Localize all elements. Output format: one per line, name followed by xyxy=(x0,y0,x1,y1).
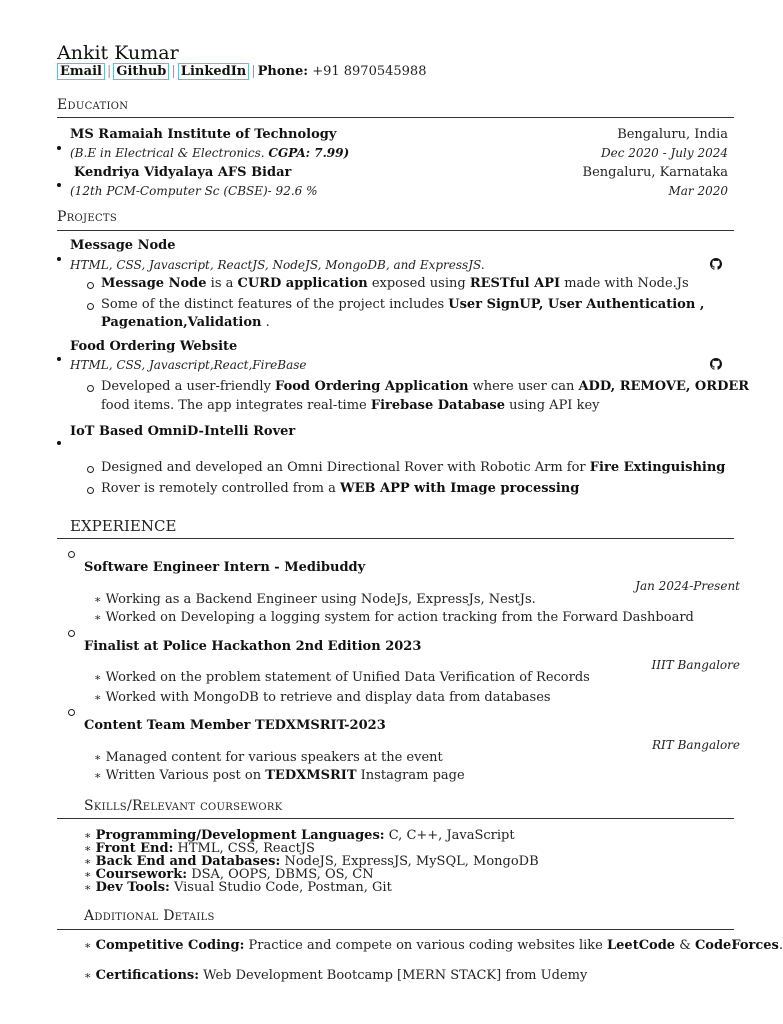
skills-rule xyxy=(57,818,734,819)
edu-dates-1: Dec 2020 - July 2024 xyxy=(601,146,728,160)
sub-bullet-icon xyxy=(68,630,75,637)
additional-row-1: ∗ Competitive Coding: Practice and compete on various coding websites like LeetCode & CodeForces. xyxy=(84,938,783,953)
sub-bullet-icon xyxy=(68,551,75,558)
exp-role-2: Finalist at Police Hackathon 2nd Edition 2023 xyxy=(84,639,422,654)
project-title-1: Message Node xyxy=(70,238,176,253)
github-icon[interactable] xyxy=(710,358,722,370)
skill-row-4: ∗ Coursework: DSA, OOPS, DBMS, OS, CN xyxy=(84,867,374,882)
additional-heading: Additional Details xyxy=(84,908,215,924)
additional-rule xyxy=(57,929,734,930)
skill-row-1: ∗ Programming/Development Languages: C, C++, JavaScript xyxy=(84,828,515,843)
projects-rule xyxy=(57,230,734,231)
skill-row-5: ∗ Dev Tools: Visual Studio Code, Postman, Git xyxy=(84,880,392,895)
additional-row-2: ∗ Certifications: Web Development Bootcamp [MERN STACK] from Udemy xyxy=(84,968,588,983)
sub-bullet-icon xyxy=(87,487,94,494)
project-title-3: IoT Based OmniD-Intelli Rover xyxy=(70,424,296,439)
project-title-2: Food Ordering Website xyxy=(70,339,238,354)
bullet-icon xyxy=(57,183,61,187)
project-1-bullet-2a: Some of the distinct features of the project includes User SignUP, User Authentication , xyxy=(101,297,705,312)
github-link[interactable]: Github xyxy=(113,63,169,80)
project-3-bullet-2: Rover is remotely controlled from a WEB APP with Image processing xyxy=(101,481,580,496)
exp-2-bullet-2: ∗ Worked with MongoDB to retrieve and display data from databases xyxy=(94,690,551,705)
exp-3-bullet-2: ∗ Written Various post on TEDXMSRIT Instagram page xyxy=(94,768,465,783)
phone-number: +91 8970545988 xyxy=(312,64,427,79)
exp-meta-1: Jan 2024-Present xyxy=(635,579,740,593)
exp-role-3: Content Team Member TEDXMSRIT-2023 xyxy=(84,718,386,733)
bullet-icon xyxy=(57,146,61,150)
exp-meta-3: RIT Bangalore xyxy=(651,738,740,752)
edu-detail-2: (12th PCM-Computer Sc (CBSE)- 92.6 % xyxy=(70,184,318,198)
github-icon[interactable] xyxy=(710,258,722,270)
exp-2-bullet-1: ∗ Worked on the problem statement of Unified Data Verification of Records xyxy=(94,670,590,685)
education-rule xyxy=(57,117,734,118)
edu-dates-2: Mar 2020 xyxy=(668,184,728,198)
sub-bullet-icon xyxy=(87,282,94,289)
bullet-icon xyxy=(57,441,61,445)
skills-heading: Skills/Relevant coursework xyxy=(84,798,283,814)
project-2-bullet-1b: food items. The app integrates real-time Firebase Database using API key xyxy=(101,398,600,413)
exp-meta-2: IIIT Bangalore xyxy=(651,658,740,672)
project-3-bullet-1: Designed and developed an Omni Directional Rover with Robotic Arm for Fire Extinguishing xyxy=(101,460,726,475)
edu-school-2: Kendriya Vidyalaya AFS Bidar xyxy=(74,165,292,180)
edu-school-1: MS Ramaiah Institute of Technology xyxy=(70,127,337,142)
email-link[interactable]: Email xyxy=(57,63,105,80)
skill-row-3: ∗ Back End and Databases: NodeJS, ExpressJS, MySQL, MongoDB xyxy=(84,854,539,869)
bullet-icon xyxy=(57,257,61,261)
edu-detail-1: (B.E in Electrical & Electronics. CGPA: 7.99) xyxy=(70,146,350,160)
exp-role-1: Software Engineer Intern - Medibuddy xyxy=(84,560,366,575)
phone-label: Phone: xyxy=(257,64,309,79)
exp-1-bullet-2: ∗ Worked on Developing a logging system for action tracking from the Forward Dashboard xyxy=(94,610,694,625)
exp-3-bullet-1: ∗ Managed content for various speakers at the event xyxy=(94,750,443,765)
sub-bullet-icon xyxy=(87,303,94,310)
education-heading: Education xyxy=(57,97,129,113)
edu-location-1: Bengaluru, India xyxy=(617,127,728,142)
experience-rule xyxy=(57,538,734,539)
sub-bullet-icon xyxy=(68,709,75,716)
skill-row-2: ∗ Front End: HTML, CSS, ReactJS xyxy=(84,841,315,856)
project-1-bullet-1: Message Node is a CURD application exposed using RESTful API made with Node.Js xyxy=(101,276,689,291)
sub-bullet-icon xyxy=(87,385,94,392)
project-tech-1: HTML, CSS, Javascript, ReactJS, NodeJS, MongoDB, and ExpressJS. xyxy=(70,258,485,272)
project-1-bullet-2b: Pagenation,Validation . xyxy=(101,315,270,330)
exp-1-bullet-1: ∗ Working as a Backend Engineer using NodeJs, ExpressJs, NestJs. xyxy=(94,592,536,607)
bullet-icon xyxy=(57,357,61,361)
candidate-name: Ankit Kumar xyxy=(57,42,179,64)
sub-bullet-icon xyxy=(87,466,94,473)
project-tech-2: HTML, CSS, Javascript,React,FireBase xyxy=(70,358,307,372)
contact-line: Email | Github | LinkedIn | Phone: +91 8970545988 xyxy=(57,64,426,79)
experience-heading: EXPERIENCE xyxy=(70,517,177,535)
project-2-bullet-1a: Developed a user-friendly Food Ordering Application where user can ADD, REMOVE, ORDER xyxy=(101,379,750,394)
edu-location-2: Bengaluru, Karnataka xyxy=(582,165,728,180)
projects-heading: Projects xyxy=(57,209,118,225)
linkedin-link[interactable]: LinkedIn xyxy=(178,63,249,80)
